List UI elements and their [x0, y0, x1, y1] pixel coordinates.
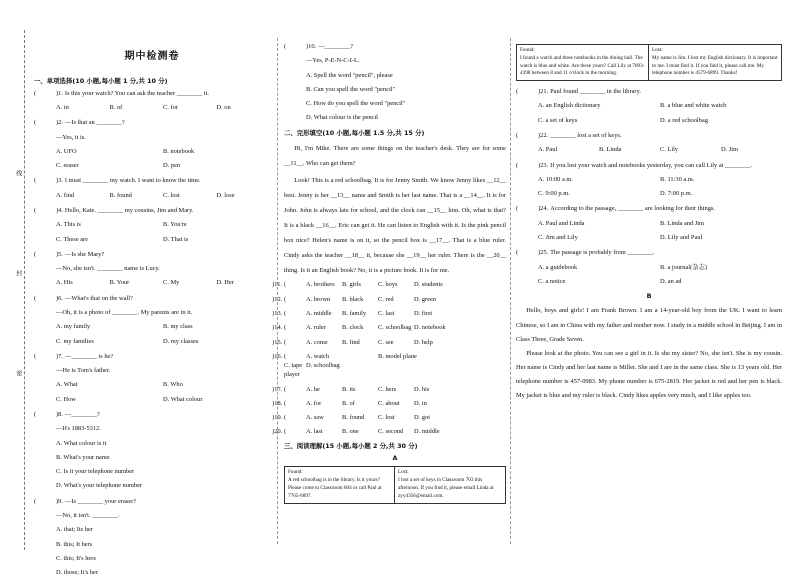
answer-option[interactable]: C. red: [378, 295, 394, 303]
answer-blank[interactable]: ()18.: [272, 399, 287, 407]
answer-option[interactable]: C. These are: [56, 235, 88, 243]
answer-option[interactable]: A. Paul and Linda: [538, 219, 585, 227]
answer-option[interactable]: B. this; It hers: [56, 540, 93, 548]
question-reply: —He is Tom's father.: [56, 367, 111, 375]
answer-option[interactable]: B. Linda: [599, 146, 622, 154]
cloze-item-row: [272, 399, 506, 408]
question-stem-wrap: [56, 250, 270, 259]
cloze-item-row: [272, 338, 506, 347]
question-number: )15.: [272, 338, 283, 346]
answer-option[interactable]: C. eraser: [56, 162, 79, 170]
answer-option[interactable]: B. a blue and white watch: [660, 102, 727, 110]
answer-option[interactable]: B. Your: [109, 279, 130, 287]
column-1: [34, 40, 270, 583]
answer-option[interactable]: C. hers: [378, 385, 397, 393]
answer-option[interactable]: D. help: [414, 338, 433, 346]
question-row: [34, 410, 270, 419]
question-reply: —No, it isn't. ________.: [56, 511, 120, 519]
option-group: [56, 322, 270, 346]
answer-option[interactable]: D. What's your telephone number: [56, 482, 143, 490]
answer-blank[interactable]: (: [34, 250, 37, 258]
question-number: )11.: [272, 281, 283, 289]
option-group: [56, 220, 270, 244]
answer-option[interactable]: D. What colour is the pencil: [306, 114, 378, 122]
question-row: [284, 42, 506, 51]
seal-dashed-line: [24, 30, 25, 550]
reading-questions: [516, 87, 782, 286]
answer-option[interactable]: A. brown: [306, 295, 331, 303]
question-number: )5.: [56, 250, 63, 258]
cloze-passage: [284, 141, 506, 278]
answer-option[interactable]: B. notebook: [163, 147, 195, 155]
notice-heading: Lost:: [398, 469, 409, 476]
notice-board-1: [284, 466, 506, 503]
cloze-paragraph: Hi, I'm Mike. There are some things on the teacher's desk. They are for some __11__. Who can get them?: [284, 144, 506, 168]
question-stem-wrap: [538, 131, 782, 140]
section-heading: 二、完形填空(10 小题,每小题 1.5 分,共 15 分): [284, 128, 425, 137]
answer-option[interactable]: B. Who: [163, 381, 183, 389]
question-row: [34, 206, 270, 215]
answer-option[interactable]: B. Linda and Jim: [660, 219, 705, 227]
answer-option[interactable]: D. pen: [163, 162, 181, 170]
option-group: [56, 191, 270, 200]
option-group: [538, 219, 782, 243]
cloze-item-row: [272, 385, 506, 394]
answer-blank[interactable]: (: [34, 119, 37, 127]
question-stem-wrap: [56, 89, 270, 98]
option-group: [56, 525, 270, 577]
question-number: )8.: [56, 410, 63, 418]
answer-option[interactable]: A. in: [56, 104, 69, 112]
option-group: [56, 380, 270, 404]
notice-heading: Found:: [520, 47, 535, 53]
answer-option[interactable]: B. What's your name: [56, 453, 110, 461]
question-row: [34, 294, 270, 303]
answer-option[interactable]: C. lost: [378, 414, 395, 422]
answer-option[interactable]: A. brothers: [306, 281, 335, 289]
question-stem: According to the passage, ________ are looking for their things.: [550, 205, 716, 213]
seal-line-margin: [4, 30, 30, 550]
answer-option[interactable]: C. see: [378, 338, 394, 346]
answer-option[interactable]: C. tape player: [284, 362, 303, 379]
answer-option[interactable]: A. What: [56, 381, 78, 389]
answer-option[interactable]: C. boys: [378, 281, 398, 289]
answer-option[interactable]: B. girls: [342, 281, 361, 289]
question-stem: The passage is probably from ________.: [550, 249, 655, 257]
answer-blank[interactable]: (: [516, 161, 519, 169]
passage-paragraph: Hello, boys and girls! I am Frank Brown. I am a 14-year-old boy from the UK. I want to learn Chinese, so I am in China with my father and mother now. I study in a middle school in Beijing. I am in Class Three, Grade Seven.: [516, 307, 782, 343]
question-stem-wrap: [56, 206, 270, 215]
question-stem-wrap: [56, 352, 270, 361]
answer-option[interactable]: A. he: [306, 385, 320, 393]
cloze-item-row: [272, 352, 506, 380]
answer-option[interactable]: A. His: [56, 279, 73, 287]
option-group: [538, 263, 782, 287]
answer-blank[interactable]: (: [34, 352, 37, 360]
section-heading: 一、单项选择(10 小题,每小题 1 分,共 10 分): [34, 76, 168, 85]
answer-blank[interactable]: ()13.: [272, 309, 287, 317]
question-number: )25.: [538, 249, 549, 257]
column-2: [272, 42, 506, 504]
answer-option[interactable]: C. How: [56, 395, 76, 403]
answer-option[interactable]: D. Jim: [721, 146, 739, 154]
answer-blank[interactable]: ()14.: [272, 324, 287, 332]
question-reply: —Yes, P-E-N-C-I-L.: [306, 57, 360, 65]
answer-option[interactable]: D. my classes: [163, 337, 199, 345]
option-group: [56, 439, 270, 491]
answer-option[interactable]: D. students: [414, 281, 443, 289]
answer-option[interactable]: D. 7:00 p.m.: [660, 190, 693, 198]
question-number: )16.: [272, 352, 283, 360]
answer-blank[interactable]: ()17.: [272, 385, 287, 393]
question-stem: —Is she Mary?: [64, 250, 105, 258]
answer-blank[interactable]: (: [34, 177, 37, 185]
question-row: [516, 87, 782, 96]
question-reply: —It's 1883-5312.: [56, 425, 101, 433]
question-stem-wrap: [306, 42, 506, 51]
question-number: )23.: [538, 161, 549, 169]
notice-heading: Lost:: [652, 47, 663, 53]
question-stem-wrap: [538, 161, 782, 170]
passage-label-b: B: [646, 292, 652, 301]
answer-option[interactable]: C. about: [378, 399, 400, 407]
answer-option[interactable]: C. Is it your telephone number: [56, 468, 135, 476]
answer-option[interactable]: D. That is: [163, 235, 189, 243]
question-number: )10.: [306, 43, 317, 50]
question-stem-wrap: [56, 410, 270, 419]
answer-option[interactable]: A. middle: [306, 309, 332, 317]
cloze-options: [272, 280, 506, 436]
answer-option[interactable]: C. How do you spell the word "pencil": [306, 100, 406, 108]
question-stem: Paul found ________ in the library.: [550, 88, 641, 96]
question-stem-wrap: [538, 248, 782, 257]
cloze-item-row: [272, 280, 506, 289]
answer-option[interactable]: B. model plane: [378, 352, 417, 360]
answer-option[interactable]: A. come: [306, 338, 328, 346]
answer-option[interactable]: B. a journal(杂志): [660, 263, 708, 271]
answer-option[interactable]: A. Spell the word "pencil", please: [306, 71, 393, 79]
question-reply: —Oh, it is a photo of ________. My parents are in it.: [56, 309, 193, 316]
answer-option[interactable]: C. 9:00 p.m.: [538, 190, 570, 198]
answer-option[interactable]: A. an English dictionary: [538, 102, 601, 110]
option-group: [306, 71, 506, 123]
question-number: )13.: [272, 309, 283, 317]
answer-option[interactable]: D. lose: [216, 191, 235, 199]
question-stem-wrap: [56, 176, 270, 185]
answer-option[interactable]: A. watch: [306, 352, 330, 360]
answer-blank[interactable]: (: [34, 497, 37, 505]
lost-notice: [649, 45, 781, 80]
answer-option[interactable]: B. of: [109, 104, 123, 112]
question-stem: If you lost your watch and notebooks yesterday, you can call Lily at ________.: [550, 161, 753, 169]
question-number: )22.: [538, 132, 549, 140]
cloze-paragraph: Look! This is a red schoolbag. It is for Jenny Smith. We know Jenny likes __12__ best. Jenny is her __13__ name and Smith is her last name. That is a __14__. It is for John. John is always late for school, and the clock can __15__ him. Oh, what is that? It is a black __16__. Eric can get it. He can listen to English with it. Is the pink pencil box nice? Helen's name is on it, so the pencil box is __17__. That is a blue ruler. Cindy asks the teacher __18__ it, because she __19__ her ruler. There is the __20__ thing. Is it an English book? No, it is a picture book. It is for me.: [284, 177, 506, 275]
answer-blank[interactable]: (: [34, 207, 37, 215]
question-row: [34, 118, 270, 127]
question-number: )21.: [538, 88, 549, 96]
question-number: )4.: [56, 207, 63, 215]
question-number: )7.: [56, 352, 63, 360]
answer-blank[interactable]: (: [516, 205, 519, 213]
question-stem: Is this your watch? You can ask the teacher ________ it.: [64, 89, 210, 97]
answer-option[interactable]: D. a red schoolbag: [660, 116, 708, 124]
answer-option[interactable]: B. family: [342, 309, 367, 317]
answer-option[interactable]: C. Lily: [660, 146, 679, 154]
answer-blank[interactable]: ()16.: [272, 352, 287, 360]
question-number: )1.: [56, 89, 63, 97]
question-stem: —Is ________ your eraser?: [64, 497, 137, 505]
answer-blank[interactable]: ()19.: [272, 414, 287, 422]
answer-blank[interactable]: (: [516, 88, 519, 96]
answer-option[interactable]: A. for: [306, 399, 322, 407]
question-stem: —Is that an ________?: [64, 119, 125, 127]
answer-option[interactable]: C. a set of keys: [538, 116, 578, 124]
passage-b: [516, 304, 782, 403]
answer-option[interactable]: B. found: [109, 191, 132, 199]
answer-option[interactable]: D. in: [414, 399, 427, 407]
cloze-item-row: [272, 309, 506, 318]
question-number: )17.: [272, 385, 283, 393]
column-divider: [277, 38, 278, 544]
seal-mark: 封: [14, 270, 21, 276]
answer-option[interactable]: D. Her: [216, 279, 234, 287]
question-row: [34, 352, 270, 361]
passage-label-a: A: [392, 454, 398, 463]
answer-option[interactable]: A. This is: [56, 221, 81, 229]
answer-option[interactable]: B. its: [342, 385, 356, 393]
answer-option[interactable]: D. those; It's her: [56, 569, 98, 577]
question-number: )9.: [56, 497, 63, 505]
option-group: [56, 147, 270, 171]
answer-option[interactable]: B. found: [342, 414, 365, 422]
option-group: [538, 145, 782, 154]
option-group: [56, 278, 270, 287]
question-number: )6.: [56, 294, 63, 302]
notice-board-2: [516, 44, 782, 81]
question-reply: —No, she isn't. ________ name is Lucy.: [56, 265, 160, 273]
answer-option[interactable]: B. 11:30 a.m.: [660, 175, 695, 183]
answer-option[interactable]: C. a notice: [538, 277, 566, 285]
question-number: )2.: [56, 119, 63, 127]
notice-heading: Found:: [288, 469, 303, 476]
question-number: )19.: [272, 414, 283, 422]
answer-blank[interactable]: ()11.: [272, 281, 287, 289]
answer-option[interactable]: C. schoolbag: [378, 324, 412, 332]
cloze-item-row: [272, 427, 506, 436]
question-number: )3.: [56, 177, 63, 185]
question-stem-wrap: [56, 497, 270, 506]
question-row: [516, 204, 782, 213]
notice-text: I lost a set of keys in Classroom 703 this afternoon. If you find it, please email Linda at zyy4356@email.com.: [398, 477, 494, 499]
answer-blank[interactable]: (: [34, 294, 37, 302]
answer-option[interactable]: B. black: [342, 295, 364, 303]
answer-option[interactable]: A. Paul: [538, 146, 558, 154]
answer-option[interactable]: D. What colour: [163, 395, 203, 403]
question-row: [34, 89, 270, 98]
question-row: [516, 131, 782, 140]
answer-option[interactable]: D. got: [414, 414, 430, 422]
question-stem: I must ________ my watch. I want to know the time.: [64, 177, 201, 185]
question-stem: —What's that on the wall?: [64, 294, 133, 302]
cloze-item-row: [272, 413, 506, 422]
answer-option[interactable]: D. an ad: [660, 277, 682, 285]
question-row: [516, 248, 782, 257]
answer-option[interactable]: A. last: [306, 428, 323, 436]
answer-option[interactable]: A. find: [56, 191, 75, 199]
answer-option[interactable]: B. one: [342, 428, 359, 436]
question-stem-wrap: [56, 294, 270, 303]
question-stem-wrap: [538, 87, 782, 96]
question-row: [34, 176, 270, 185]
answer-blank[interactable]: ()20.: [272, 428, 287, 436]
question-number: )18.: [272, 399, 283, 407]
option-group: [538, 101, 782, 125]
answer-option[interactable]: D. first: [414, 309, 433, 317]
option-group: [56, 103, 270, 112]
answer-option[interactable]: C. second: [378, 428, 404, 436]
question-stem: Hello, Kate. ________ my cousins, Jim and Mary.: [64, 207, 194, 215]
answer-blank[interactable]: (: [34, 89, 37, 97]
question-number: )20.: [272, 428, 283, 436]
passage-paragraph: Please look at the photo. You can see a girl in it. Is she my sister? No, she isn't. She is my cousin. Her name is Cindy and her last name is Miller. She and I are in the same class. She is 13 years old. Her telephone number is 457-0983. My phone number is 675-2819. Her jacket is red and her pen is black. My jacket is blue and my ruler is black. Cindy likes apples very much, and I like apples too.: [516, 349, 782, 399]
question-number: )12.: [272, 295, 283, 303]
answer-option[interactable]: C. My: [163, 279, 180, 287]
answer-option[interactable]: C. lost: [163, 191, 180, 199]
answer-option[interactable]: D. Lily and Paul: [660, 234, 703, 241]
page-title: 期中检测卷: [124, 51, 180, 62]
answer-option[interactable]: C. this; It's hers: [56, 554, 96, 562]
seal-mark: 线: [14, 170, 21, 176]
answer-option[interactable]: C. last: [378, 309, 395, 317]
section-heading: 三、阅读理解(15 小题,每小题 2 分,共 30 分): [284, 441, 418, 450]
answer-option[interactable]: B. Can you spell the word "pencil": [306, 85, 396, 93]
question-reply: —Yes, it is.: [56, 133, 86, 141]
answer-blank[interactable]: (: [516, 132, 519, 140]
cloze-item-row: [272, 295, 506, 304]
answer-option[interactable]: C. my families: [56, 337, 94, 345]
answer-option[interactable]: B. find: [342, 338, 360, 346]
answer-option[interactable]: B. of: [342, 399, 355, 407]
question-stem-wrap: [56, 118, 270, 127]
answer-blank[interactable]: (: [34, 410, 37, 418]
answer-option[interactable]: D. his: [414, 385, 430, 393]
answer-blank[interactable]: (: [516, 249, 519, 257]
answer-option[interactable]: D. schoolbag: [306, 362, 340, 370]
column-divider: [510, 38, 511, 544]
question-stem-wrap: [538, 204, 782, 213]
answer-blank[interactable]: (: [284, 43, 287, 50]
answer-option[interactable]: A. my family: [56, 323, 91, 331]
answer-option[interactable]: D. notebook: [414, 324, 446, 332]
answer-option[interactable]: A. UFO: [56, 147, 77, 155]
answer-option[interactable]: A. a guidebook: [538, 263, 578, 271]
answer-option[interactable]: D. green: [414, 295, 437, 303]
answer-option[interactable]: A. saw: [306, 414, 324, 422]
question-number: )24.: [538, 205, 549, 213]
notice-text: I found a watch and three notebooks in the dining hall. The watch is blue and white. Are these yours? Call Lily at 7893-4398 between 8 and 11 o'clock in the morning.: [520, 54, 645, 77]
answer-option[interactable]: A. that; Its her: [56, 526, 93, 534]
answer-option[interactable]: B. You're: [163, 221, 187, 229]
cloze-item-row: [272, 323, 506, 332]
question-row: [516, 161, 782, 170]
answer-option[interactable]: C. for: [163, 104, 178, 112]
answer-blank[interactable]: ()12.: [272, 295, 287, 303]
notice-text: My name is Jim. I lost my English dictionary. It is important to me. I must find it. If you find it, please call me. My telephone number is 4579-6899. Thanks!: [652, 54, 778, 77]
answer-option[interactable]: A. 10:00 a.m.: [538, 175, 573, 183]
question-row: [34, 250, 270, 259]
found-notice: [517, 45, 649, 80]
question-number: )14.: [272, 324, 283, 332]
question-stem: —________?: [64, 410, 100, 418]
question-stem: —________ is he?: [64, 352, 114, 360]
answer-option[interactable]: B. my class: [163, 323, 193, 331]
answer-option[interactable]: A. ruler: [306, 324, 326, 332]
answer-option[interactable]: D. on: [216, 104, 231, 112]
question-stem: ________ lost a set of keys.: [550, 132, 622, 140]
found-notice: [285, 467, 395, 502]
answer-option[interactable]: D. middle: [414, 428, 440, 436]
column-3: [516, 44, 782, 403]
notice-text: A red schoolbag is in the library. Is it yours? Please come to Classroom 604 or call Paul at 7765-6897.: [288, 477, 382, 499]
question-row: [34, 497, 270, 506]
question-stem: —________?: [318, 43, 353, 50]
lost-notice: [395, 467, 505, 502]
seal-mark: 密: [14, 370, 21, 376]
answer-option[interactable]: B. clock: [342, 324, 364, 332]
option-group: [538, 175, 782, 199]
answer-option[interactable]: C. Jim and Lily: [538, 234, 578, 241]
answer-option[interactable]: A. What colour is it: [56, 439, 107, 447]
answer-blank[interactable]: ()15.: [272, 338, 287, 346]
section-1-questions: [34, 89, 270, 578]
question-10: [284, 42, 506, 123]
